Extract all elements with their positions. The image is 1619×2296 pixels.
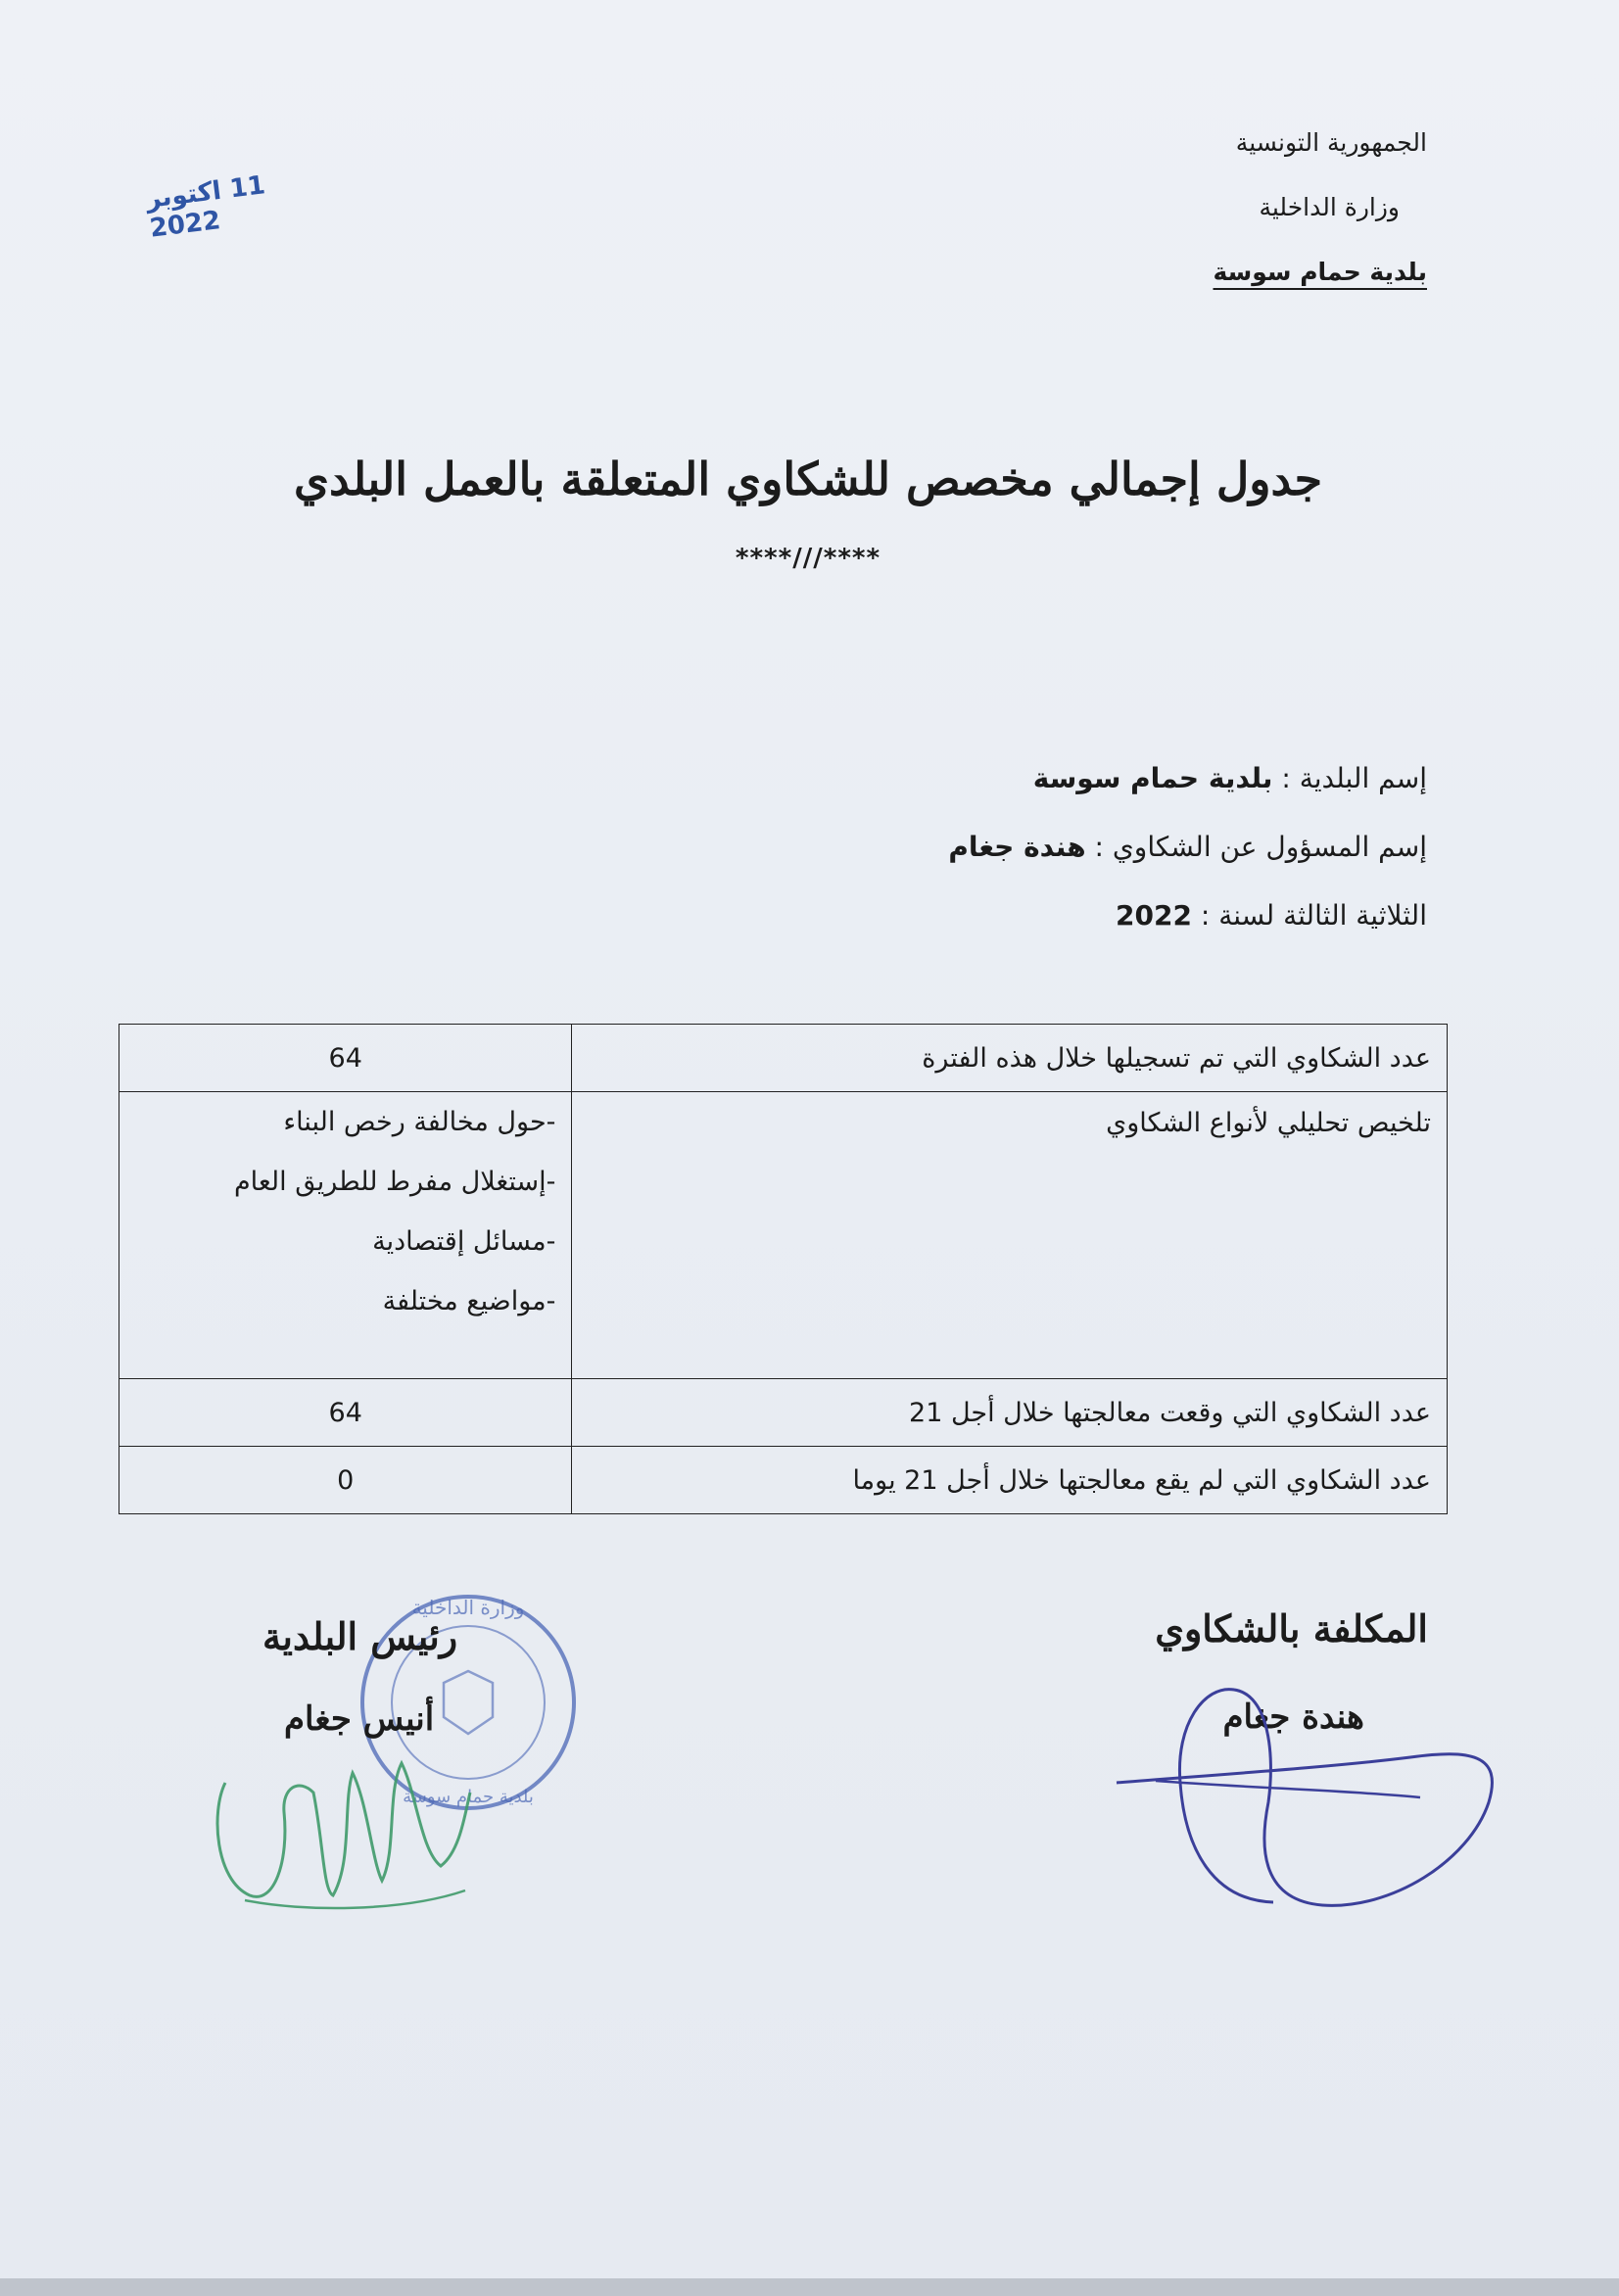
officer-label: إسم المسؤول عن الشكاوي :: [1085, 831, 1427, 863]
mayor-signature: [206, 1695, 490, 1920]
municipality-line: بلدية حمام سوسة: [1213, 258, 1427, 286]
date-stamp: 11 اكتوبر 2022: [144, 170, 267, 244]
mayor-name: أنيس جغام: [284, 1699, 435, 1739]
letterhead: [1016, 129, 1427, 323]
quarter-label: الثلاثية الثالثة لسنة :: [1191, 899, 1427, 932]
quarter-value: 2022: [1116, 899, 1192, 932]
row-value: 64: [119, 1025, 572, 1092]
quarter-info: [643, 899, 1427, 968]
scan-edge: [0, 2278, 1619, 2296]
mayor-title: رئيس البلدية: [262, 1614, 458, 1658]
table-row: [119, 1379, 1448, 1447]
svg-text:بلدية حمام سوسة: بلدية حمام سوسة: [403, 1787, 534, 1807]
row-value: 64: [119, 1379, 572, 1447]
row-value: 0: [119, 1447, 572, 1514]
list-item: -حول مخالفة رخص البناء: [283, 1107, 556, 1137]
municipality-label: إسم البلدية :: [1272, 762, 1427, 794]
complaints-officer-name: هندة جغام: [1222, 1698, 1364, 1737]
municipality-value: بلدية حمام سوسة: [1032, 762, 1273, 794]
ministry-line: وزارة الداخلية: [1259, 193, 1400, 221]
municipality-info: [643, 762, 1427, 831]
officer-info: [643, 831, 1427, 899]
officer-value: هندة جغام: [948, 831, 1086, 863]
list-item: -إستغلال مفرط للطريق العام: [233, 1167, 556, 1197]
officer-signature: [1097, 1665, 1518, 1920]
table-row: [119, 1092, 1448, 1379]
complaints-officer-title: المكلفة بالشكاوي: [1155, 1606, 1428, 1650]
row-label: عدد الشكاوي التي تم تسجيلها خلال هذه الفترة: [572, 1025, 1448, 1092]
info-block: [643, 762, 1427, 968]
complaint-types-list: [119, 1092, 572, 1379]
table-row: [119, 1447, 1448, 1514]
list-item: -مسائل إقتصادية: [372, 1226, 556, 1257]
republic-line: الجمهورية التونسية: [1235, 128, 1427, 157]
complaints-summary-table: [119, 1024, 1448, 1514]
row-label: تلخيص تحليلي لأنواع الشكاوي: [572, 1092, 1448, 1379]
table-row: [119, 1025, 1448, 1092]
row-label: عدد الشكاوي التي وقعت معالجتها خلال أجل 21: [572, 1379, 1448, 1447]
svg-text:وزارة الداخلية: وزارة الداخلية: [411, 1596, 525, 1619]
document-title: جدول إجمالي مخصص للشكاوي المتعلقة بالعمل البلدي: [293, 453, 1323, 505]
row-label: عدد الشكاوي التي لم يقع معالجتها خلال أجل 21 يوما: [572, 1447, 1448, 1514]
list-item: -مواضيع مختلفة: [382, 1286, 556, 1316]
title-separator: ****///****: [735, 544, 881, 573]
